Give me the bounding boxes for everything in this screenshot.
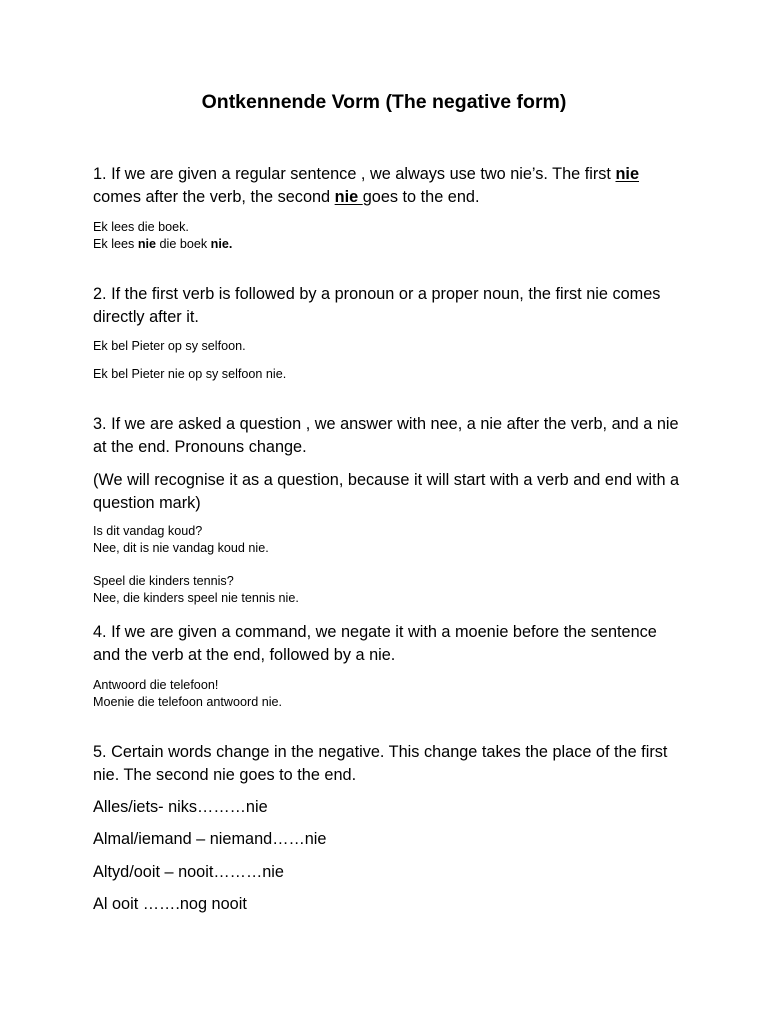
rule-5-item-4-block xyxy=(93,893,683,915)
rule-3-example-2: Nee, dit is nie vandag koud nie. xyxy=(93,540,269,555)
rule-5-item-2-block xyxy=(93,828,683,850)
rule-5-item-3: Altyd/ooit – nooit………nie xyxy=(93,863,284,881)
rule-5-text: 5. Certain words change in the negative. This change takes the place of the first nie. The second nie goes to the end. xyxy=(93,743,668,784)
rule-1-text-a: 1. If we are given a regular sentence , we always use two nie’s. The first xyxy=(93,165,616,183)
rule-2-example-1: Ek bel Pieter op sy selfoon. xyxy=(93,339,246,353)
rule-2-example-2-block xyxy=(93,366,683,383)
page-title: Ontkennende Vorm (The negative form) xyxy=(201,91,567,113)
rule-5 xyxy=(93,741,683,786)
rule-3-note: (We will recognise it as a question, because it will start with a verb and end with a question mark) xyxy=(93,471,680,512)
rule-1-emphasis-nie-1: nie xyxy=(615,165,640,183)
rule-1-emphasis-nie-2: nie xyxy=(334,187,363,206)
rule-4-text: 4. If we are given a command, we negate it with a moenie before the sentence and the verb at the end, followed by a nie. xyxy=(93,623,657,664)
rule-3-example-4: Nee, die kinders speel nie tennis nie. xyxy=(93,590,299,605)
rule-1-text xyxy=(93,163,683,208)
rule-3-example-1: Is dit vandag koud? xyxy=(93,524,203,538)
rule-5-item-4: Al ooit …….nog nooit xyxy=(93,895,247,913)
rule-3-text: 3. If we are asked a question , we answer with nee, a nie after the verb, and a nie at the end. Pronouns change. xyxy=(93,415,679,456)
rule-1-text-b: comes after the verb, the second xyxy=(93,187,335,206)
rule-3-examples-a xyxy=(93,523,683,556)
rule-2 xyxy=(93,283,683,328)
rule-4-example-2: Moenie die telefoon antwoord nie. xyxy=(93,694,283,709)
rule-2-example-2: Ek bel Pieter nie op sy selfoon nie. xyxy=(93,367,287,381)
rule-1-example-2-bold-b: nie. xyxy=(210,236,233,251)
rule-1-example-2 xyxy=(93,236,683,253)
rule-4 xyxy=(93,621,683,666)
rule-1-example-2-a: Ek lees xyxy=(93,236,138,251)
rule-3-example-3: Speel die kinders tennis? xyxy=(93,574,234,588)
rule-3 xyxy=(93,413,683,458)
rule-4-example-1: Antwoord die telefoon! xyxy=(93,678,219,692)
rule-3-examples-b xyxy=(93,573,683,606)
rule-1-example-2-b: die boek xyxy=(156,236,211,251)
rule-1-text-c: goes to the end. xyxy=(362,187,480,206)
rule-5-item-2: Almal/iemand – niemand……nie xyxy=(93,830,327,848)
rule-1-examples xyxy=(93,219,683,252)
rule-1 xyxy=(93,163,683,208)
rule-4-examples xyxy=(93,677,683,710)
rule-3-note-block xyxy=(93,469,683,514)
rule-2-text: 2. If the first verb is followed by a pronoun or a proper noun, the first nie comes directly after it. xyxy=(93,285,661,326)
rule-5-item-3-block xyxy=(93,861,683,883)
rule-5-item-1-block xyxy=(93,796,683,818)
rule-5-item-1: Alles/iets- niks………nie xyxy=(93,798,268,816)
rule-1-example-2-bold-a: nie xyxy=(137,236,157,251)
rule-2-example-1-block xyxy=(93,338,683,355)
rule-1-example-1: Ek lees die boek. xyxy=(93,220,189,234)
